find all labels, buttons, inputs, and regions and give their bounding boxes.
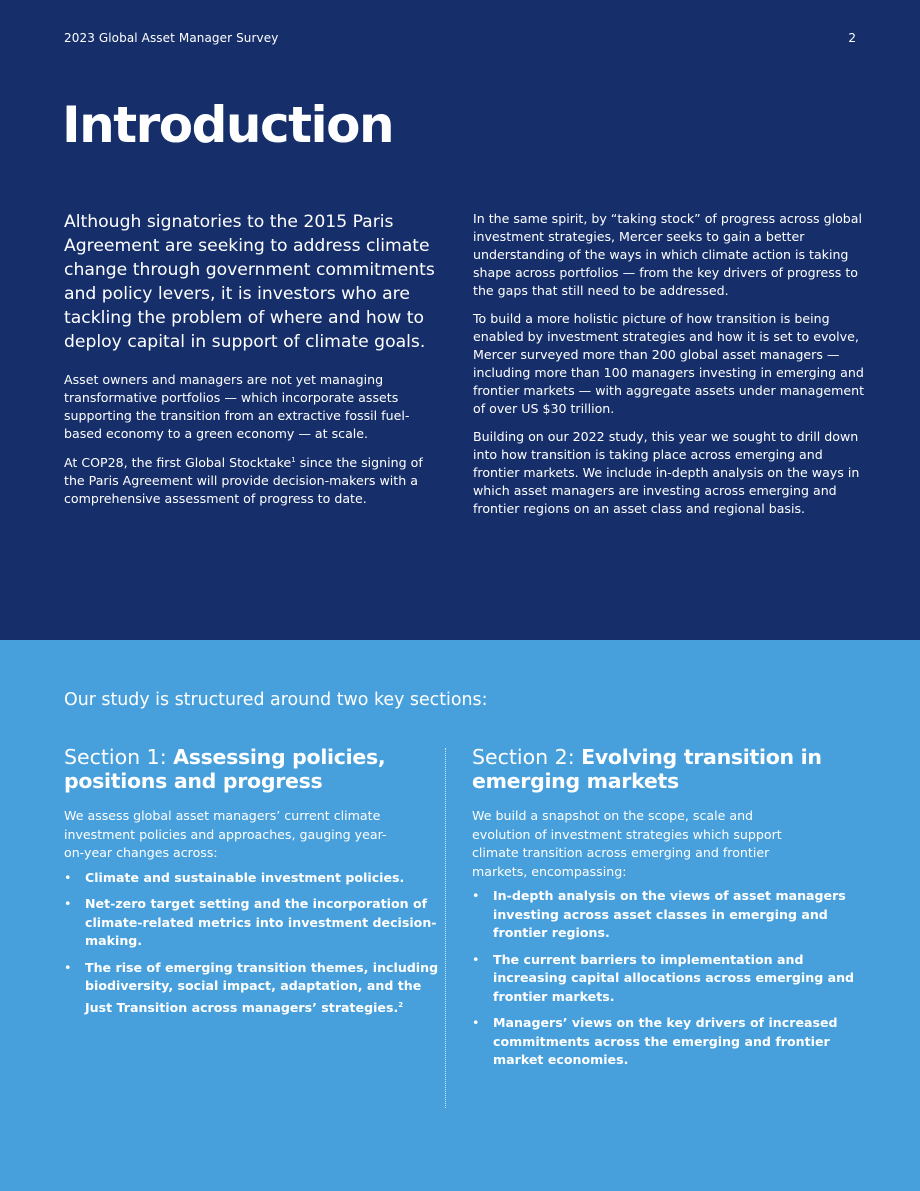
section-1-title: Assessing policies, positions and progress <box>64 745 386 793</box>
list-item-text: Net-zero target setting and the incorporation of climate-related metrics into investment decision-making. <box>85 896 437 948</box>
list-item <box>64 959 444 1018</box>
section-2-heading <box>472 745 862 793</box>
page-number: 2 <box>848 31 856 45</box>
section-divider <box>445 748 446 1108</box>
footnote-ref-1: 1 <box>291 456 296 464</box>
list-item <box>64 895 444 951</box>
lead-paragraph: Although signatories to the 2015 Paris Agreement are seeking to address climate change through government commitments and policy levers, it is investors who are tackling the problem of where and how to deploy capital in support of climate goals. <box>64 212 435 352</box>
section-2-description: We build a snapshot on the scope, scale and evolution of investment strategies which support climate transition across emerging and frontier markets, encompassing: <box>472 808 782 879</box>
list-item <box>64 869 444 888</box>
bullet: • <box>472 1015 480 1030</box>
right-column <box>473 210 865 528</box>
section-2 <box>472 745 862 1078</box>
right-paragraph-1: In the same spirit, by “taking stock” of progress across global investment strategies, Mercer seeks to gain a better understanding of the ways in which climate action is taking shape across portfolios — from the key drivers of progress to the gaps that still need to be addressed. <box>473 211 862 298</box>
section-2-list <box>472 887 862 1070</box>
section-2-title: Evolving transition in emerging markets <box>472 745 822 793</box>
list-item-text: The current barriers to implementation and increasing capital allocations across emerging and frontier markets. <box>493 951 855 1004</box>
list-item-text: Climate and sustainable investment policies. <box>85 869 405 885</box>
left-paragraph-2 <box>64 451 436 508</box>
page-title: Introduction <box>62 96 394 154</box>
left-paragraph-2-text-cont: since the signing of the Paris Agreement will provide decision-makers with a comprehensive assessment of progress to date. <box>64 455 423 507</box>
list-item-text: In-depth analysis on the views of asset managers investing across asset classes in emerging and frontier regions. <box>493 888 846 940</box>
section-1-heading <box>64 745 444 793</box>
section-1-description: We assess global asset managers’ current climate investment policies and approaches, gauging year-on-year changes across: <box>64 808 387 860</box>
footnote-ref-2: 2 <box>398 1000 404 1009</box>
right-paragraph-3: Building on our 2022 study, this year we sought to drill down into how transition is taking place across emerging and frontier markets. We include in-depth analysis on the ways in which asset managers are investing across emerging and frontier regions on an asset class and regional basis. <box>473 429 860 516</box>
list-item <box>472 951 862 1007</box>
list-item <box>472 887 862 943</box>
list-item-text: The rise of emerging transition themes, including biodiversity, social impact, adaptation, and the Just Transition across managers’ strategies. <box>85 959 439 1015</box>
study-intro: Our study is structured around two key sections: <box>64 690 488 710</box>
list-item-text: Managers’ views on the key drivers of increased commitments across the emerging and frontier market economies. <box>493 1015 838 1067</box>
bullet: • <box>64 869 72 885</box>
section-1 <box>64 745 444 1025</box>
left-paragraph-2-text: At COP28, the first Global Stocktake <box>64 455 292 471</box>
running-head: 2023 Global Asset Manager Survey <box>64 31 279 45</box>
bullet: • <box>472 951 480 967</box>
section-1-prefix: Section 1: <box>64 745 174 769</box>
bullet: • <box>64 959 72 975</box>
left-paragraph-1: Asset owners and managers are not yet managing transformative portfolios — which incorporate assets supporting the transition from an extractive fossil fuel-based economy to a green economy — at scale. <box>64 372 410 441</box>
right-paragraph-2: To build a more holistic picture of how transition is being enabled by investment strategies and how it is set to evolve, Mercer surveyed more than 200 global asset managers — including more than 100 managers investing in emerging and frontier markets — with aggregate assets under management of over US $30 trillion. <box>473 311 865 416</box>
section-2-prefix: Section 2: <box>472 745 582 769</box>
bullet: • <box>64 896 72 911</box>
section-1-list <box>64 869 444 1018</box>
bullet: • <box>472 888 480 903</box>
list-item <box>472 1014 862 1070</box>
